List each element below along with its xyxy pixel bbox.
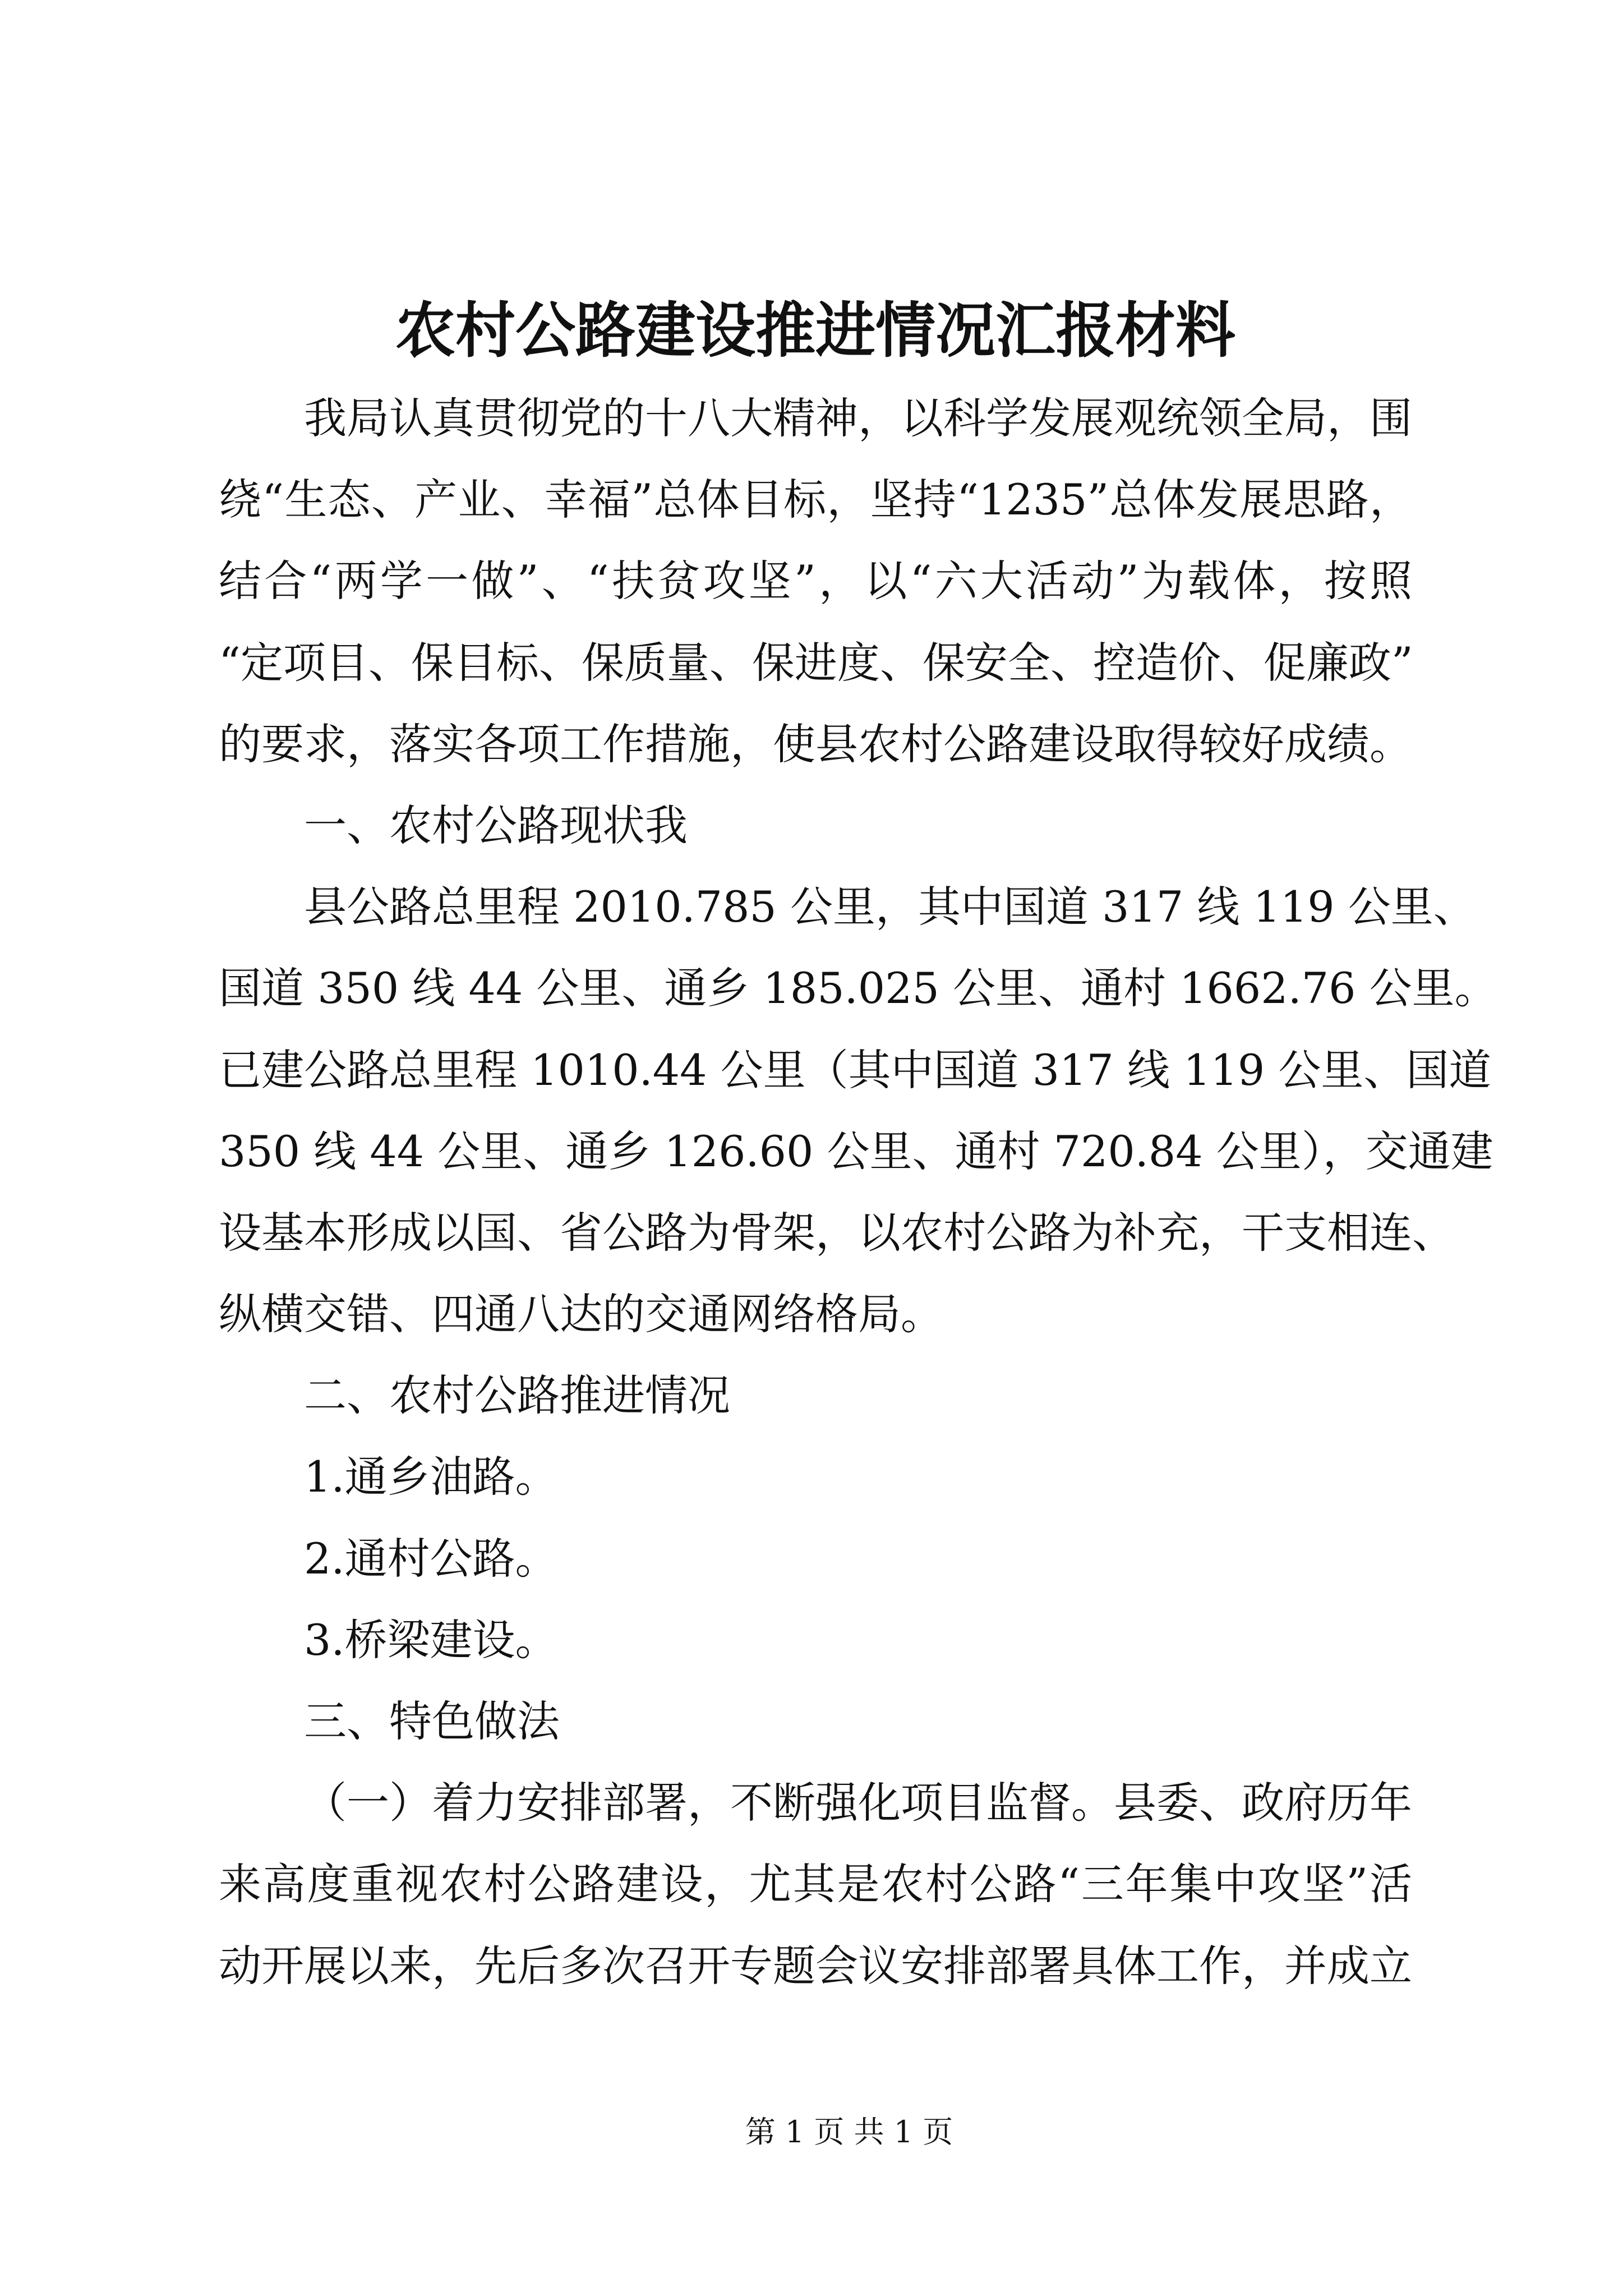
section-heading-2 (219, 1355, 1412, 1436)
section-heading: 二、农村公路推进情况 (304, 1370, 730, 1421)
paragraph-line: “定项目、保目标、保质量、保进度、保安全、控造价、促廉政” (219, 637, 1413, 688)
paragraph-line: 县公路总里程 2010.785 公里，其中国道 317 线 119 公里、 (304, 882, 1476, 932)
list-item-1 (219, 1436, 1412, 1517)
paragraph-intro (219, 378, 1412, 785)
paragraph-line: 绕“生态、产业、幸福”总体目标，坚持“1235”总体发展思路， (219, 475, 1412, 525)
paragraph-line: 的要求，落实各项工作措施，使县农村公路建设取得较好成绩。 (219, 719, 1412, 769)
paragraph-line: 设基本形成以国、省公路为骨架，以农村公路为补充，干支相连、 (219, 1207, 1455, 1258)
paragraph-line: 国道 350 线 44 公里、通乡 185.025 公里、通村 1662.76 公里。 (219, 963, 1497, 1014)
section-heading-1 (219, 785, 1412, 866)
paragraph-line: 350 线 44 公里、通乡 126.60 公里、通村 720.84 公里），交通建 (219, 1126, 1493, 1176)
paragraph-line: 动开展以来，先后多次召开专题会议安排部署具体工作，并成立 (219, 1940, 1412, 1991)
paragraph-practices (219, 1762, 1412, 2007)
list-item: 1.通乡油路。 (304, 1452, 558, 1502)
paragraph-line: 已建公路总里程 1010.44 公里（其中国道 317 线 119 公里、国道 (219, 1045, 1492, 1095)
paragraph-status (219, 866, 1497, 1355)
section-heading: 三、特色做法 (304, 1696, 560, 1746)
document-title: 农村公路建设推进情况汇报材料 (395, 296, 1235, 366)
list-item: 2.通村公路。 (304, 1533, 558, 1584)
section-heading: 一、农村公路现状我 (304, 800, 688, 850)
paragraph-line: 我局认真贯彻党的十八大精神，以科学发展观统领全局，围 (304, 393, 1412, 443)
paragraph-line: 结合“两学一做”、“扶贫攻坚”，以“六大活动”为载体，按照 (219, 556, 1412, 606)
list-item-3 (219, 1599, 1412, 1681)
list-item-2 (219, 1518, 1412, 1599)
page-footer: 第 1 页 共 1 页 (745, 2114, 953, 2150)
section-heading-3 (219, 1681, 1412, 1762)
list-item: 3.桥梁建设。 (304, 1614, 558, 1665)
paragraph-line: 来高度重视农村公路建设，尤其是农村公路“三年集中攻坚”活 (219, 1859, 1412, 1910)
paragraph-line: 纵横交错、四通八达的交通网络格局。 (219, 1289, 943, 1340)
paragraph-line: （一）着力安排部署，不断强化项目监督。县委、政府历年 (304, 1778, 1412, 1828)
document-body (219, 378, 1497, 2007)
